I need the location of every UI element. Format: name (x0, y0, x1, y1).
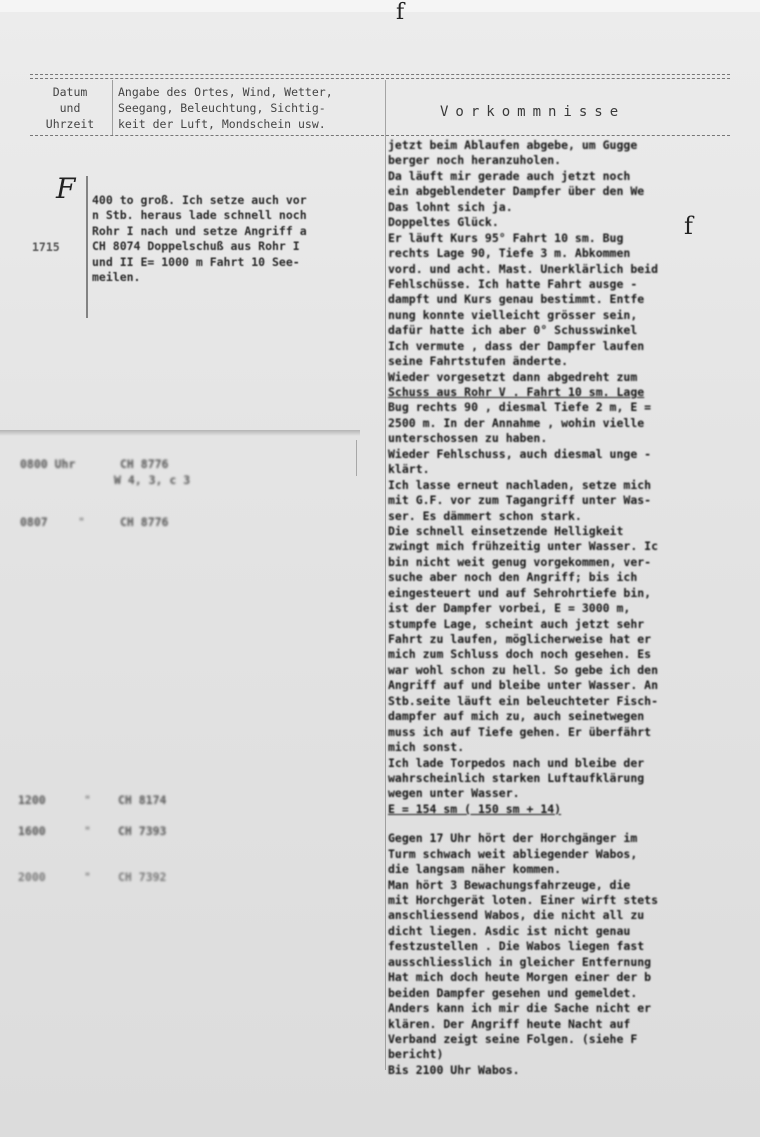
paper-fold-shadow (0, 430, 360, 436)
left-entry-line: meilen. (92, 270, 141, 285)
header-datum (30, 84, 110, 132)
margin-mark-right: f (684, 212, 693, 240)
entry-rule-mid (356, 440, 357, 476)
entry-rule-left (86, 176, 88, 318)
header-top-rule (30, 74, 730, 75)
narrative-line: Schuss aus Rohr V . Fahrt 10 sm. Lage (388, 385, 645, 399)
narrative-line: Da läuft mir gerade auch jetzt noch (388, 168, 631, 183)
narrative-line: beiden Dampfer gesehen und gemeldet. (388, 985, 638, 1000)
narrative-line: war wohl schon zu hell. So gebe ich den (388, 662, 659, 677)
narrative-line: E = 154 sm ( 150 sm + 14) (388, 801, 562, 816)
narrative-line: stumpfe Lage, scheint auch jetzt sehr (388, 616, 645, 631)
log-grid: CH 7393 (118, 824, 167, 838)
narrative-line: wegen unter Wasser. (388, 786, 520, 801)
left-entry-text (92, 193, 384, 285)
header-ort-line-2: Seegang, Beleuchtung, Sichtig- (118, 101, 326, 115)
log-time: 1600 (18, 824, 46, 838)
narrative-line: rechts Lage 90, Tiefe 3 m. Abkommen (388, 246, 631, 261)
narrative-line: Verband zeigt seine Folgen. (siehe F (388, 1031, 638, 1046)
narrative-line: 2500 m. In der Annahme , wohin vielle (388, 415, 645, 430)
narrative-line: ein abgeblendeter Dampfer über den We (388, 184, 645, 199)
narrative-line: dafür hatte ich aber 0° Schusswinkel (388, 323, 638, 338)
narrative-line: berger noch heranzuholen. (388, 153, 562, 168)
narrative-line: Man hört 3 Bewachungsfahrzeuge, die (388, 877, 631, 892)
log-ditto: " (78, 515, 85, 529)
narrative-line: Ich vermute , dass der Dampfer laufen (388, 338, 645, 353)
narrative-line: Turm schwach weit abliegender Wabos, (388, 846, 638, 861)
narrative-line: nung konnte vielleicht grösser sein, (388, 307, 638, 322)
left-entry-line: und II E= 1000 m Fahrt 10 See- (92, 254, 300, 269)
narrative-line: Fehlschüsse. Ich hatte Fahrt ausge - (388, 276, 638, 291)
narrative-line: die langsam näher kommen. (388, 862, 562, 877)
log-ditto: " (84, 870, 91, 884)
left-entry-line: CH 8074 Doppelschuß aus Rohr I (92, 239, 300, 254)
paper-top-edge (0, 0, 760, 12)
narrative-line: klärt. (388, 462, 430, 477)
header-vorkommnisse: Vorkommnisse (440, 104, 626, 120)
narrative-line: Stb.seite läuft ein beleuchteter Fisch- (388, 693, 659, 708)
left-entry-line: 400 to groß. Ich setze auch vor (92, 193, 307, 207)
narrative-line: Gegen 17 Uhr hört der Horchgänger im (388, 831, 638, 846)
narrative-line: Hat mich doch heute Morgen einer der b (388, 970, 652, 985)
narrative-line: Bis 2100 Uhr Wabos. (388, 1062, 520, 1077)
narrative-line: Bug rechts 90 , diesmal Tiefe 2 m, E = (388, 400, 652, 415)
header-ort-line-1: Angabe des Ortes, Wind, Wetter, (118, 85, 333, 99)
narrative-line: ausschliesslich in gleicher Entfernung (388, 954, 652, 969)
narrative-line: Wieder vorgesetzt dann abgedreht zum (388, 369, 638, 384)
narrative-line: dampfer auf mich zu, auch seinetwegen (388, 709, 645, 724)
narrative-line: unterschossen zu haben. (388, 431, 548, 446)
narrative-line: Ich lade Torpedos nach und bleibe der (388, 755, 645, 770)
column-rule-1 (112, 80, 113, 136)
log-time: 1200 (18, 793, 46, 807)
entry-time-1715: 1715 (32, 240, 60, 254)
narrative-line: vord. und acht. Mast. Unerklärlich beid (388, 261, 659, 276)
log-ditto: " (84, 793, 91, 807)
narrative-line: mich zum Schluss doch noch gesehen. Es (388, 647, 652, 662)
column-rule-2 (385, 80, 386, 1070)
header-top-rule-2 (30, 78, 730, 79)
narrative-line: ser. Es dämmert schon stark. (388, 508, 582, 523)
log-weather: W 4, 3, c 3 (114, 473, 191, 487)
narrative-line: Die schnell einsetzende Helligkeit (388, 523, 624, 538)
log-grid: CH 8776 (120, 457, 169, 471)
log-grid: CH 8776 (120, 515, 169, 529)
narrative-line (388, 817, 740, 831)
log-grid: CH 7392 (118, 870, 167, 884)
margin-mark-top: f (396, 0, 405, 25)
narrative-line: Doppeltes Glück. (388, 215, 499, 230)
narrative-line: ist der Dampfer vorbei, E = 3000 m, (388, 601, 631, 616)
narrative-line: bin nicht weit genug vorgekommen, ver- (388, 554, 652, 569)
log-ditto: " (84, 824, 91, 838)
narrative-line: Fahrt zu laufen, möglicherweise hat er (388, 632, 652, 646)
narrative-line: muss ich auf Tiefe gehen. Er überfährt (388, 724, 652, 739)
header-datum-line-2: und (59, 101, 81, 115)
narrative-line: Er läuft Kurs 95° Fahrt 10 sm. Bug (388, 230, 624, 245)
header-bottom-rule (30, 135, 730, 136)
narrative-line: dampft und Kurs genau bestimmt. Entfe (388, 292, 645, 307)
log-time: 2000 (18, 870, 46, 884)
narrative-line: eingesteuert und auf Sehrohrtiefe bin, (388, 585, 652, 600)
margin-mark-left: F (56, 172, 76, 205)
left-entry-line: n Stb. heraus lade schnell noch (92, 208, 307, 223)
header-datum-line-1: Datum (52, 85, 88, 99)
narrative-line: Anders kann ich mir die Sache nicht er (388, 1001, 652, 1016)
log-time: 0800 Uhr (20, 457, 76, 471)
narrative-line: mit Horchgerät loten. Einer wirft stets (388, 893, 659, 907)
narrative-line: Ich lasse erneut nachladen, setze mich (388, 477, 652, 492)
narrative-line: mich sonst. (388, 740, 465, 755)
log-grid: CH 8174 (118, 793, 167, 807)
narrative-line: Das lohnt sich ja. (388, 199, 513, 214)
header-ort-line-3: keit der Luft, Mondschein usw. (118, 117, 326, 131)
header-datum-line-3: Uhrzeit (45, 117, 95, 131)
header-ort (118, 84, 384, 132)
narrative-line: Angriff auf und bleibe unter Wasser. An (388, 678, 659, 693)
narrative-line: klären. Der Angriff heute Nacht auf (388, 1016, 631, 1031)
narrative-line: mit G.F. vor zum Tagangriff unter Was- (388, 493, 652, 508)
narrative-line: anschliessend Wabos, die nicht all zu (388, 908, 645, 923)
narrative-line: wahrscheinlich starken Luftaufklärung (388, 770, 645, 785)
narrative-line: Wieder Fehlschuss, auch diesmal unge - (388, 446, 652, 461)
narrative-column (388, 138, 740, 1078)
narrative-line: festzustellen . Die Wabos liegen fast (388, 939, 645, 954)
narrative-line: zwingt mich frühzeitig unter Wasser. Ic (388, 539, 659, 554)
log-time: 0807 (20, 515, 48, 529)
narrative-line: seine Fahrtstufen änderte. (388, 354, 569, 369)
narrative-line: dicht liegen. Asdic ist nicht genau (388, 923, 631, 938)
narrative-line: suche aber noch den Angriff; bis ich (388, 570, 638, 585)
left-entry-line: Rohr I nach und setze Angriff a (92, 223, 307, 238)
narrative-line: jetzt beim Ablaufen abgebe, um Gugge (388, 138, 638, 152)
narrative-line: bericht) (388, 1047, 444, 1062)
